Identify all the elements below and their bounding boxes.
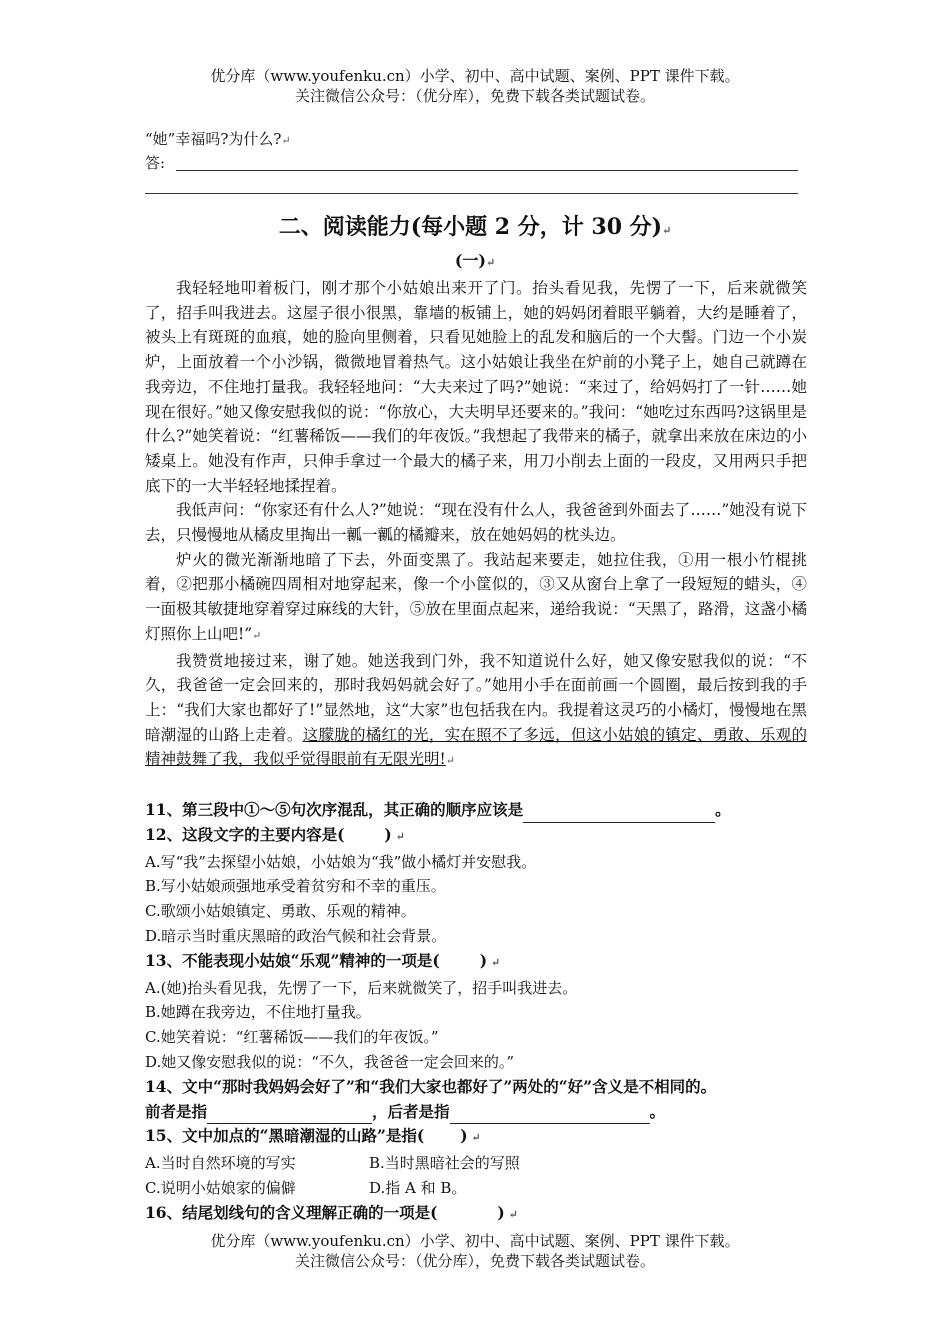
question-14: 14、文中“那时我妈妈会好了”和“我们大家也都好了”两处的“好”含义是不相同的。 [145,1076,717,1096]
question-12-option-b[interactable]: B.写小姑娘顽强地承受着贫穷和不幸的重压。 [145,877,446,896]
question-12-option-c[interactable]: C.歌颂小姑娘镇定、勇敢、乐观的精神。 [145,902,416,921]
question-13-close: ) [479,950,488,970]
question-15-text: 15、文中加点的“黑暗潮湿的山路”是指( [145,1126,425,1146]
question-14-tail: 。 [649,1101,666,1121]
question-15-options-row-1 [145,1151,815,1176]
question-12-option-d[interactable]: D.暗示当时重庆黑暗的政治气候和社会背景。 [145,926,447,945]
passage-paragraph-3-text: 炉火的微光渐渐地暗了下去，外面变黑了。我站起来要走，她拉住我，①用一根小竹棍挑着，②把那小橘碗四周相对地穿起来，像一个小筐似的，③又从窗台上拿了一段短短的蜡头，④一面极其敏捷地穿着穿过麻线的大针，⑤放在里面点起来，递给我说：“天黑了，路滑，这盏小橘灯照你上山吧!” [145,550,807,643]
question-11 [145,798,815,823]
footer-line-1: 优分库（www.youfenku.cn）小学、初中、高中试题、案例、PPT 课件下载。 [210,1232,740,1250]
question-13 [145,949,815,976]
paragraph-mark-icon: ↵ [504,1207,518,1221]
paragraph-mark-icon: ↵ [487,955,501,969]
question-12-close: ) [384,824,392,844]
prev-question [145,128,291,152]
underlined-sentence: 这朦胧的橘红的光，实在照不了多远，但这小姑娘的镇定、勇敢、乐观的精神鼓舞了我，我似乎觉得眼前有无限光明! [145,725,807,769]
question-16 [145,1201,815,1228]
question-15-close: ) [460,1126,468,1146]
paragraph-mark-icon: ↵ [391,829,405,843]
question-12-option-a[interactable]: A.写“我”去探望小姑娘，小姑娘为“我”做小橘灯并安慰我。 [145,852,537,871]
question-15-option-d[interactable]: D.指 A 和 B。 [369,1178,467,1197]
passage-paragraph-2: 我低声问：“你家还有什么人?”她说：“现在没有什么人，我爸爸到外面去了……”她没有说下去，只慢慢地从橘皮里掏出一瓤一瓤的橘瓣来，放在她妈妈的枕头边。 [145,501,807,545]
question-16-text: 16、结尾划线句的含义理解正确的一项是( [145,1202,438,1222]
header-line-1: 优分库（www.youfenku.cn）小学、初中、高中试题、案例、PPT 课件下载。 [210,67,740,85]
question-13-option-b[interactable]: B.她蹲在我旁边，不住地打量我。 [145,1003,371,1022]
answer-line-2[interactable] [145,193,798,194]
question-15-option-c[interactable]: C.说明小姑娘家的偏僻 [145,1178,296,1197]
question-13-option-c[interactable]: C.她笑着说：“红薯稀饭——我们的年夜饭。” [145,1028,439,1047]
question-14-line-2 [145,1100,815,1125]
question-15-option-b[interactable]: B.当时黑暗社会的写照 [369,1154,520,1173]
footer-line-2: 关注微信公众号：（优分库），免费下载各类试题试卷。 [294,1252,655,1270]
question-15-options-row-2 [145,1176,815,1201]
paragraph-mark-icon: ↵ [281,134,291,147]
passage-paragraph-4 [145,649,807,775]
questions-block [145,798,815,1228]
section-subtitle-text: (一) [454,251,486,270]
question-15 [145,1124,815,1151]
question-11-blank[interactable] [523,804,715,823]
question-14-blank-1[interactable] [207,1105,372,1124]
question-11-text: 11、第三段中①～⑤句次序混乱，其正确的顺序应该是 [145,800,524,819]
section-title [0,212,950,246]
question-12 [145,823,815,850]
question-13-option-d[interactable]: D.她又像安慰我似的说：“不久，我爸爸一定会回来的。” [145,1052,515,1071]
paragraph-mark-icon: ↵ [252,628,262,642]
question-14-blank-2[interactable] [450,1105,650,1124]
question-11-tail: 。 [715,800,731,819]
question-12-text: 12、这段文字的主要内容是( [145,824,345,844]
passage-paragraph-3 [145,548,807,649]
question-14-latter: ，后者是指 [372,1101,450,1121]
section-title-text: 二、阅读能力(每小题 2 分，计 30 分) [278,214,663,240]
paragraph-mark-icon: ↵ [445,754,455,768]
answer-line-1[interactable] [176,170,798,171]
question-13-text: 13、不能表现小姑娘“乐观”精神的一项是( [145,950,440,970]
paragraph-mark-icon: ↵ [662,224,672,237]
question-14-former: 前者是指 [145,1101,208,1121]
paragraph-mark-icon: ↵ [485,256,496,269]
section-subtitle [0,250,950,274]
answer-label: 答: [145,154,166,172]
passage-paragraph-4-text: 我赞赏地接过来，谢了她。她送我到门外，我不知道说什么好，她又像安慰我似的说：“不久，我爸爸一定会回来的，那时我妈妈就会好了。”她用小手在面前画一个圆圈，最后按到我的手上：“我们大家也都好了!”显然地，这“大家”也包括我在内。我提着这灵巧的小橘灯，慢慢地在黑暗潮湿的山路上走着。 [145,651,807,744]
passage-paragraph-1: 我轻轻地叩着板门，刚才那个小姑娘出来开了门。抬头看见我，先愣了一下，后来就微笑了，招手叫我进去。这屋子很小很黑，靠墙的板铺上，她的妈妈闭着眼平躺着，大约是睡着了，被头上有斑斑的血痕，她的脸向里侧着，只看见她脸上的乱发和脑后的一个大髻。门边一个小炭炉，上面放着一个小沙锅，微微地冒着热气。这小姑娘让我坐在炉前的小凳子上，她自己就蹲在我旁边，不住地打量我。我轻轻地问：“大夫来过了吗?”她说：“来过了，给妈妈打了一针……她现在很好。”她又像安慰我似的说：“你放心，大夫明早还要来的。”我问：“她吃过东西吗?这锅里是什么?”她笑着说：“红薯稀饭——我们的年夜饭。”我想起了我带来的橘子，就拿出来放在床边的小矮桌上。她没有作声，只伸手拿过一个最大的橘子来，用刀小削去上面的一段皮，又用两只手把底下的一大半轻轻地揉捏着。 [145,279,807,495]
question-13-option-a[interactable]: A.(她)抬头看见我，先愣了一下，后来就微笑了，招手叫我进去。 [145,978,578,997]
paragraph-mark-icon: ↵ [467,1131,481,1145]
prev-question-text: “她”幸福吗?为什么? [145,130,282,148]
question-15-option-a[interactable]: A.当时自然环境的写实 [145,1154,296,1173]
reading-passage [145,276,807,774]
question-16-close: ) [497,1202,505,1222]
header-line-2: 关注微信公众号：（优分库），免费下载各类试题试卷。 [294,87,655,105]
